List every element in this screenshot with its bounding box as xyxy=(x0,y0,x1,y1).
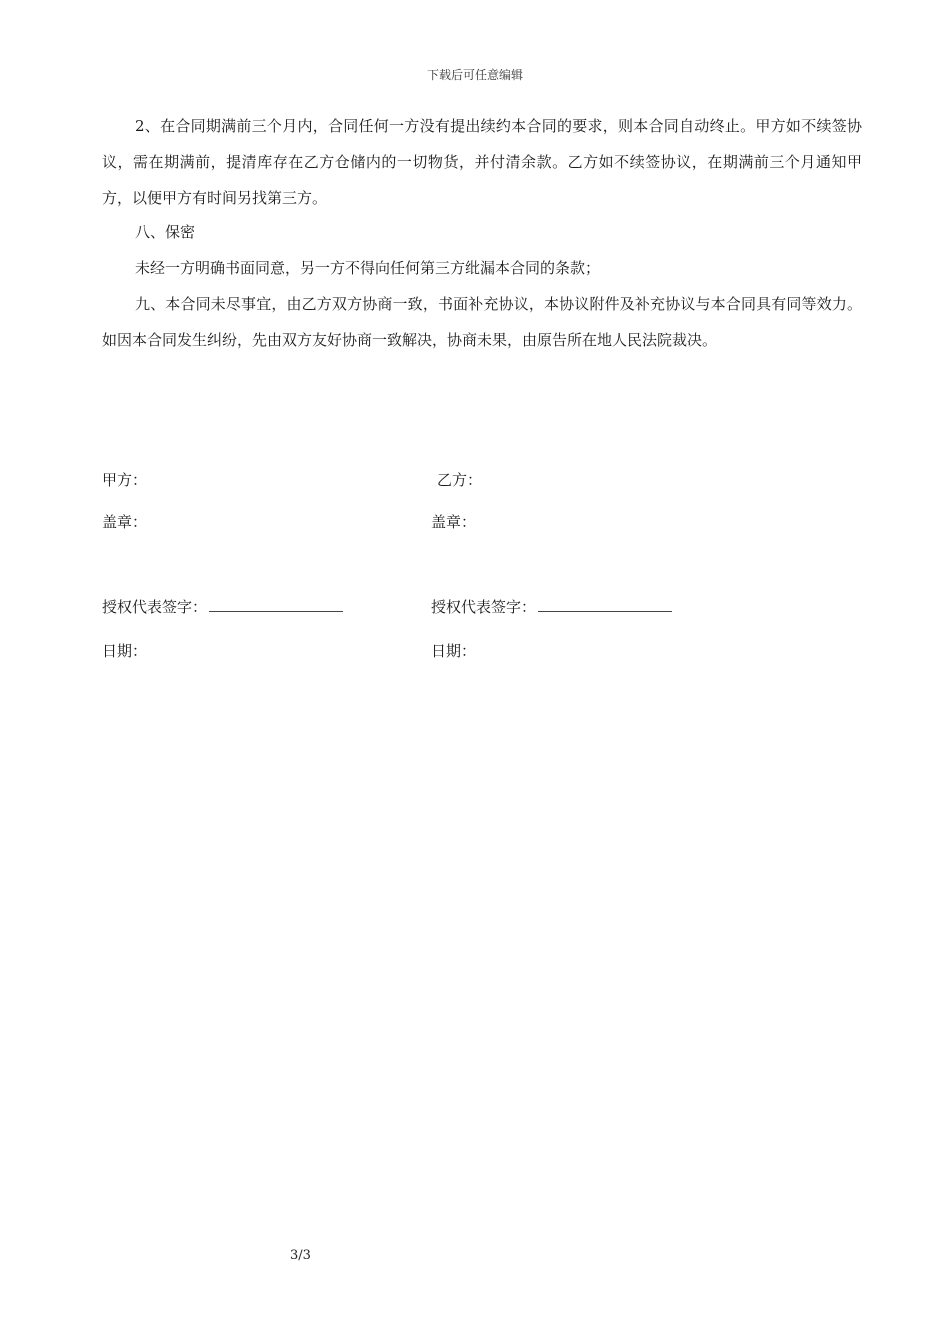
party-b-label: 乙方： xyxy=(437,471,483,489)
party-b-rep-label: 授权代表签字： xyxy=(431,598,537,616)
section-8-body: 未经一方明确书面同意，另一方不得向任何第三方纰漏本合同的条款； xyxy=(135,259,601,277)
section-9-block xyxy=(102,286,862,358)
party-a-date-label: 日期： xyxy=(102,642,148,660)
page-number: 3/3 xyxy=(290,1248,311,1263)
party-b-signature-line xyxy=(538,597,672,612)
party-a-rep-label: 授权代表签字： xyxy=(102,598,208,616)
clause-2-block xyxy=(102,108,862,216)
party-b-seal-label: 盖章： xyxy=(431,513,477,531)
party-a-seal-label: 盖章： xyxy=(102,513,148,531)
header-note: 下载后可任意编辑 xyxy=(426,68,523,82)
section-8-title-block xyxy=(102,214,862,250)
party-b-rep-signature xyxy=(431,597,672,617)
section-8-body-block xyxy=(102,250,862,286)
clause-2-paragraph: 2、在合同期满前三个月内，合同任何一方没有提出续约本合同的要求，则本合同自动终止。甲方如不续签协议，需在期满前，提清库存在乙方仓储内的一切物货，并付清余款。乙方如不续签协议，在期满前三个月通知甲方，以便甲方有时间另找第三方。 xyxy=(102,117,862,207)
section-8-title: 八、保密 xyxy=(135,223,196,241)
party-a-label: 甲方： xyxy=(102,471,148,489)
party-a-rep-signature xyxy=(102,597,343,617)
party-a-signature-line xyxy=(209,597,343,612)
section-9-paragraph: 九、本合同未尽事宜，由乙方双方协商一致，书面补充协议，本协议附件及补充协议与本合同具有同等效力。如因本合同发生纠纷，先由双方友好协商一致解决，协商未果，由原告所在地人民法院裁决。 xyxy=(102,295,862,349)
party-b-date-label: 日期： xyxy=(431,642,477,660)
